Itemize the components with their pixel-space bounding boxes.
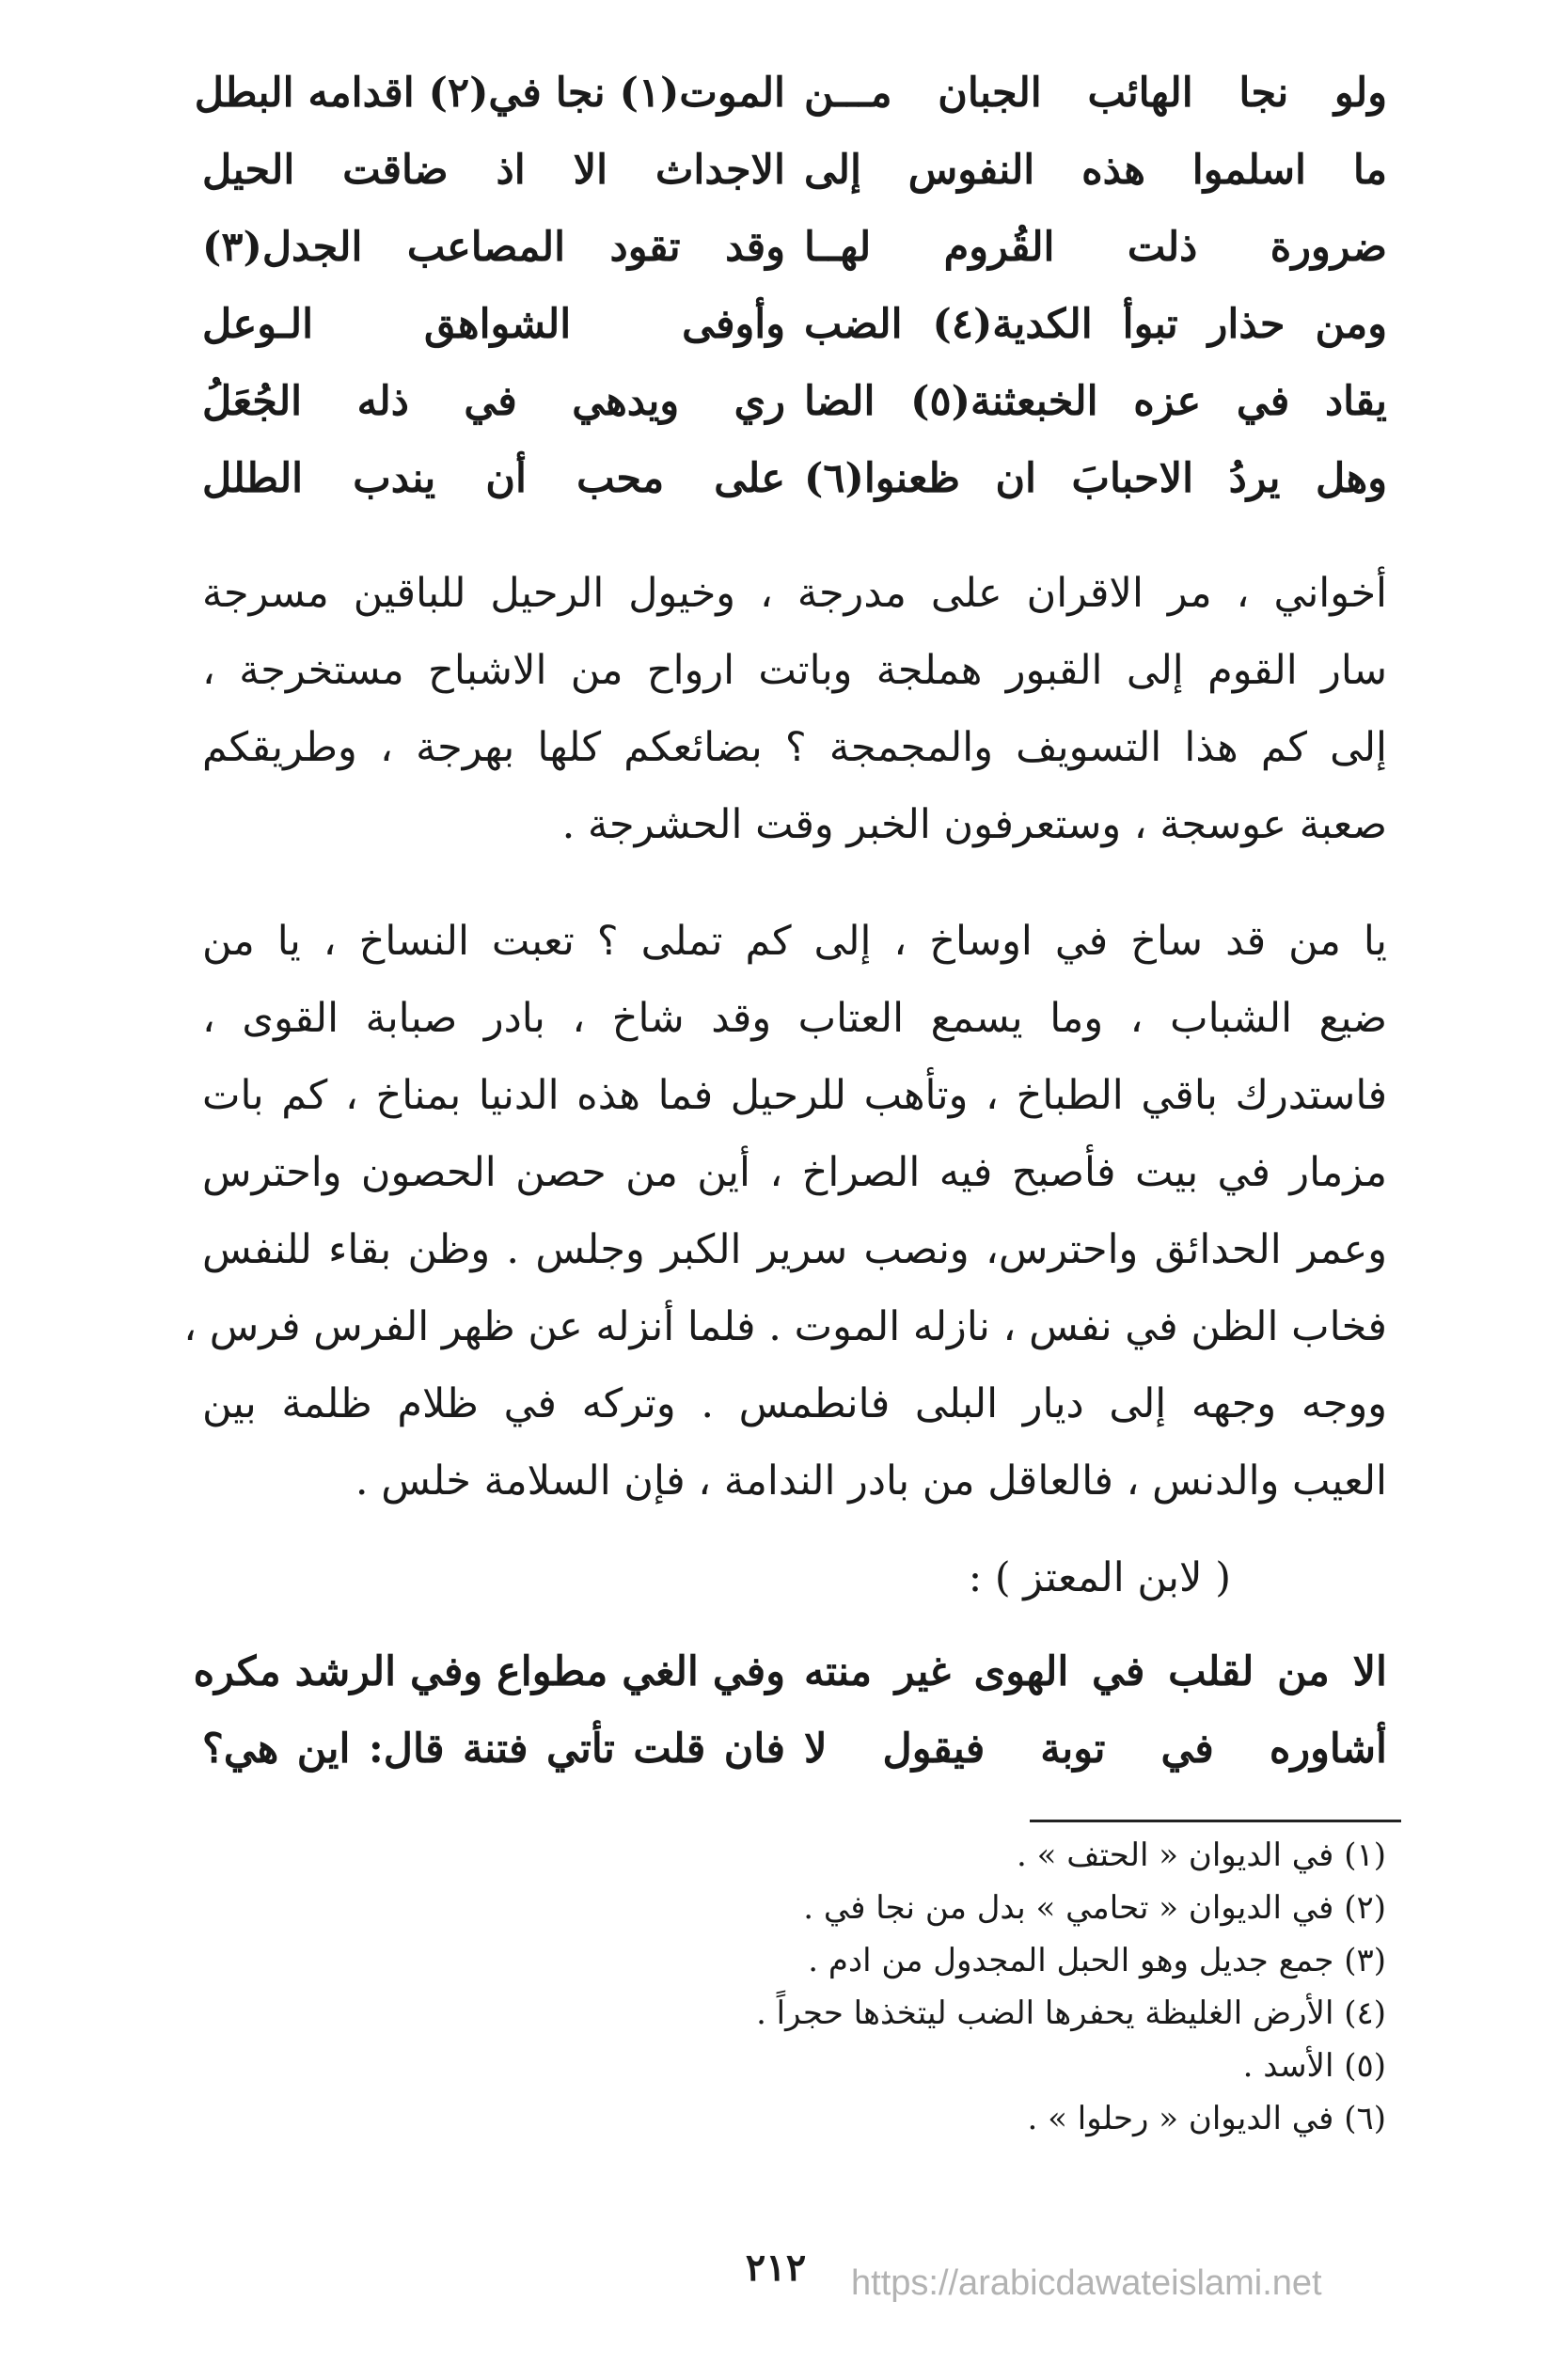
- verse-first-hemistich: ومن حذار تبوأ الكدية(٤) الضب: [804, 301, 1387, 348]
- paragraph-line: فخاب الظن في نفس ، نازله الموت . فلما أنزله عن ظهر الفرس فرس ،: [183, 1303, 1387, 1350]
- footnote: (٤) الأرض الغليظة يحفرها الضب ليتخذها حجراً .: [756, 1994, 1386, 2032]
- paragraph-line: وعمر الحدائق واحترس، ونصب سرير الكبر وجلس . وظن بقاء للنفس: [202, 1226, 1387, 1273]
- verse-first-hemistich: ولو نجا الهائب الجبان مـــن: [804, 70, 1387, 117]
- watermark-url: https://arabicdawateislami.net: [851, 2263, 1322, 2303]
- paragraph-line: فاستدرك باقي الطباخ ، وتأهب للرحيل فما هذه الدنيا بمناخ ، كم بات: [202, 1072, 1387, 1119]
- verse-line: [202, 363, 1387, 440]
- paragraph-line: ووجه وجهه إلى ديار البلى فانطمس . وتركه في ظلام ظلمة بين: [202, 1380, 1387, 1427]
- footnote: (٣) جمع جديل وهو الحبل المجدول من ادم .: [808, 1942, 1386, 1979]
- verse-second-hemistich: وأوفى الشواهق الـوعل: [202, 301, 785, 348]
- verse-second-hemistich: وقد تقود المصاعب الجدل(٣): [202, 224, 785, 271]
- footnote-divider: [1030, 1820, 1401, 1822]
- verse-line: [202, 440, 1387, 517]
- verse-second-hemistich: فان قلت تأتي فتنة قال: اين هي؟: [202, 1726, 785, 1773]
- page-number: ٢١٢: [745, 2246, 807, 2290]
- verse-line: [202, 132, 1387, 209]
- verse-first-hemistich: أشاوره في توبة فيقول لا: [804, 1726, 1387, 1773]
- verse-line: [202, 286, 1387, 363]
- paragraph-admonition: [183, 903, 1387, 1520]
- verse-first-hemistich: الا من لقلب في الهوى غير منته: [804, 1648, 1387, 1695]
- paragraph-line: أخواني ، مر الاقران على مدرجة ، وخيول الرحيل للباقين مسرجة: [202, 570, 1387, 617]
- verse-second-hemistich: وفي الغي مطواع وفي الرشد مكره: [193, 1648, 785, 1695]
- footnote: (٢) في الديوان « تحامي » بدل من نجا في .: [803, 1889, 1386, 1927]
- verse-line: [202, 209, 1387, 286]
- paragraph-line: مزمار في بيت فأصبح فيه الصراخ ، أين من حصن الحصون واحترس: [202, 1149, 1387, 1196]
- verse-first-hemistich: ضرورة ذلت القُروم لهــا: [804, 224, 1387, 271]
- verse-second-hemistich: الاجداث الا اذ ضاقت الحيل: [202, 147, 785, 194]
- verse-line: [202, 1710, 1387, 1788]
- footnotes: [446, 1829, 1386, 2145]
- footnote: (٥) الأسد .: [1242, 2047, 1386, 2085]
- poem-attribution-heading: ( لابن المعتز ) :: [968, 1554, 1231, 1601]
- verse-line: [193, 1633, 1387, 1710]
- paragraph-brothers: [202, 555, 1387, 863]
- verse-line: [194, 55, 1387, 132]
- verse-second-hemistich: ري ويدهي في ذله الجُعَلُ: [202, 378, 785, 425]
- verse-second-hemistich: الموت(١) نجا في(٢) اقدامه البطل: [194, 70, 785, 117]
- paragraph-line: العيب والدنس ، فالعاقل من بادر الندامة ، فإن السلامة خلس .: [355, 1458, 1387, 1505]
- footnote: (٦) في الديوان « رحلوا » .: [1027, 2100, 1386, 2137]
- footnote: (١) في الديوان « الحتف » .: [1017, 1836, 1386, 1874]
- paragraph-line: ضيع الشباب ، وما يسمع العتاب وقد شاخ ، بادر صبابة القوى ،: [202, 995, 1387, 1042]
- verse-second-hemistich: على محب أن يندب الطلل: [202, 455, 785, 502]
- paragraph-line: يا من قد ساخ في اوساخ ، إلى كم تملى ؟ تعبت النساخ ، يا من: [202, 918, 1387, 965]
- verse-first-hemistich: يقاد في عزه الخبعثنة(٥) الضا: [804, 378, 1387, 425]
- paragraph-line: إلى كم هذا التسويف والمجمجة ؟ بضائعكم كلها بهرجة ، وطريقكم: [202, 724, 1387, 771]
- verse-first-hemistich: ما اسلموا هذه النفوس إلى: [804, 147, 1387, 194]
- paragraph-line: سار القوم إلى القبور هملجة وباتت ارواح من الاشباح مستخرجة ،: [202, 647, 1387, 694]
- paragraph-line: صعبة عوسجة ، وستعرفون الخبر وقت الحشرجة .: [561, 801, 1387, 848]
- verse-first-hemistich: وهل يردُ الاحبابَ ان ظعنوا(٦): [804, 455, 1387, 502]
